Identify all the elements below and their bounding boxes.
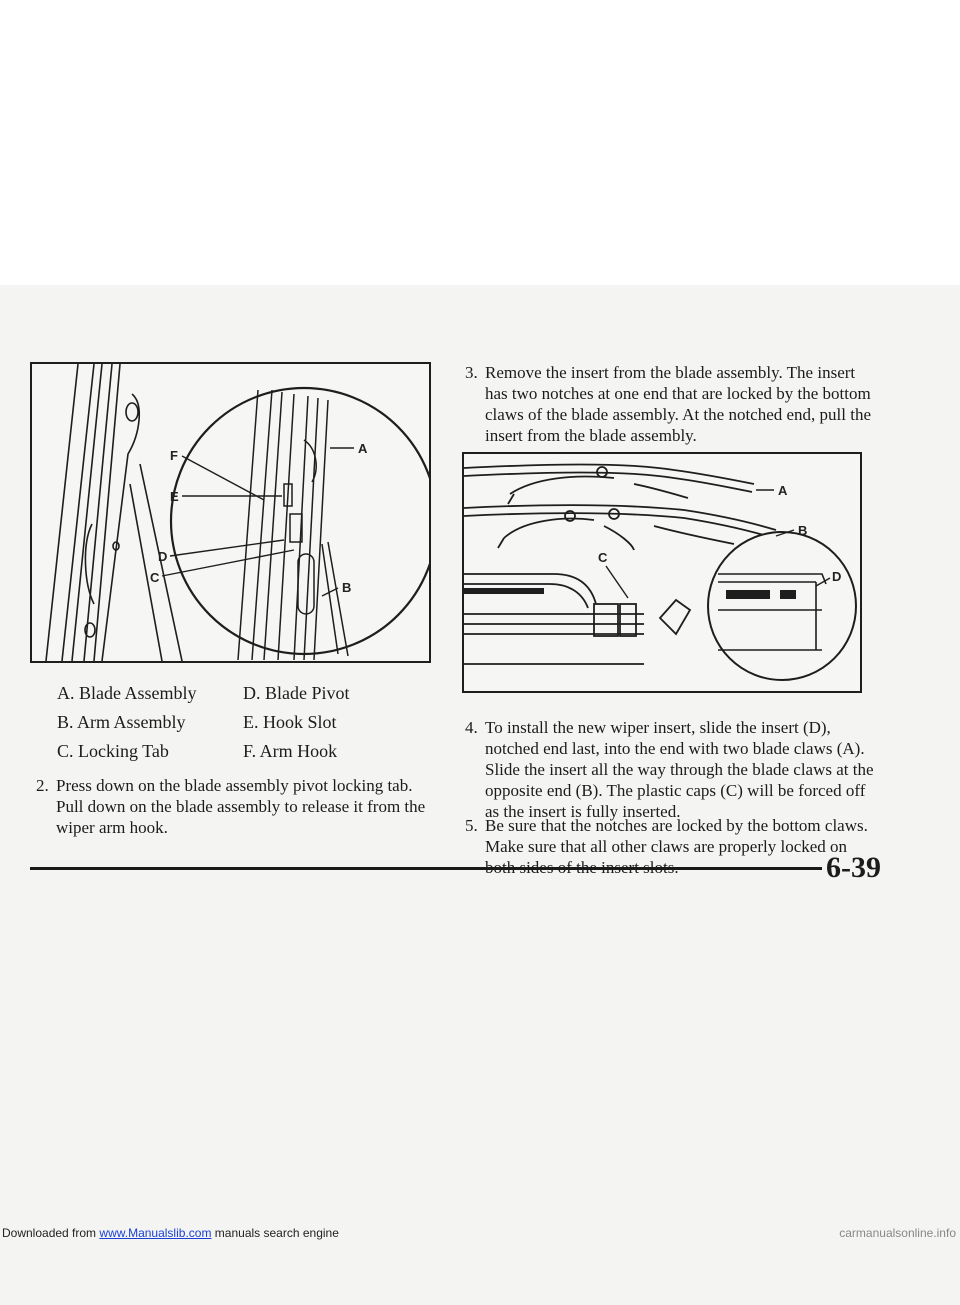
callout-b: B	[798, 523, 808, 538]
callout-c: C	[150, 570, 160, 585]
legend-item: F. Arm Hook	[243, 741, 338, 761]
insert-removal-illustration	[462, 452, 862, 693]
step-number: 2.	[36, 776, 49, 795]
step-text: Be sure that the notches are locked by the bottom claws. Make sure that all other claws are properly locked on	[485, 816, 868, 856]
parts-legend	[57, 679, 417, 765]
step-text: Press down on the blade assembly pivot locking tab. Pull down on the blade assembly to release it from the wiper arm hook.	[56, 776, 426, 837]
footer-rule	[30, 867, 822, 870]
legend-item: B. Arm Assembly	[57, 712, 186, 732]
step-text: To install the new wiper insert, slide the insert (D), notched end last, into the end with two blade claws (A). Slide the insert all the way through the blade claws at the opposite end (B). The plastic caps (C) will be forced off as the insert is fully inserted.	[485, 718, 874, 821]
legend-item: E. Hook Slot	[243, 712, 337, 732]
step-2	[36, 775, 431, 838]
footer-suffix: manuals search engine	[214, 1226, 339, 1240]
footer-prefix: Downloaded from	[2, 1226, 97, 1240]
step-number: 4.	[465, 718, 478, 737]
page-number: 6-39	[826, 851, 881, 884]
footer-source	[2, 1226, 339, 1240]
download-footer	[0, 1226, 960, 1242]
callout-e: E	[170, 489, 179, 504]
manualslib-link[interactable]: www.Manualslib.com	[99, 1226, 212, 1240]
step-3	[465, 362, 875, 446]
legend-item: D. Blade Pivot	[243, 683, 350, 703]
callout-f: F	[170, 448, 178, 463]
step-number: 3.	[465, 363, 478, 382]
callout-c: C	[598, 550, 608, 565]
callout-d: D	[832, 569, 842, 584]
callout-a: A	[358, 441, 368, 456]
step-number: 5.	[465, 816, 478, 835]
callout-a: A	[778, 483, 788, 498]
legend-item: C. Locking Tab	[57, 741, 169, 761]
manual-page	[0, 285, 960, 1305]
wiper-blade-illustration	[30, 362, 431, 663]
step-text: Remove the insert from the blade assembly. The insert has two notches at one end that are locked by the bottom claws of the blade assembly. At the notched end, pull the insert from the blade assembly.	[485, 363, 872, 445]
callout-d: D	[158, 549, 168, 564]
watermark: carmanualsonline.info	[839, 1226, 956, 1240]
legend-item: A. Blade Assembly	[57, 683, 197, 703]
callout-b: B	[342, 580, 352, 595]
step-4	[465, 717, 875, 822]
